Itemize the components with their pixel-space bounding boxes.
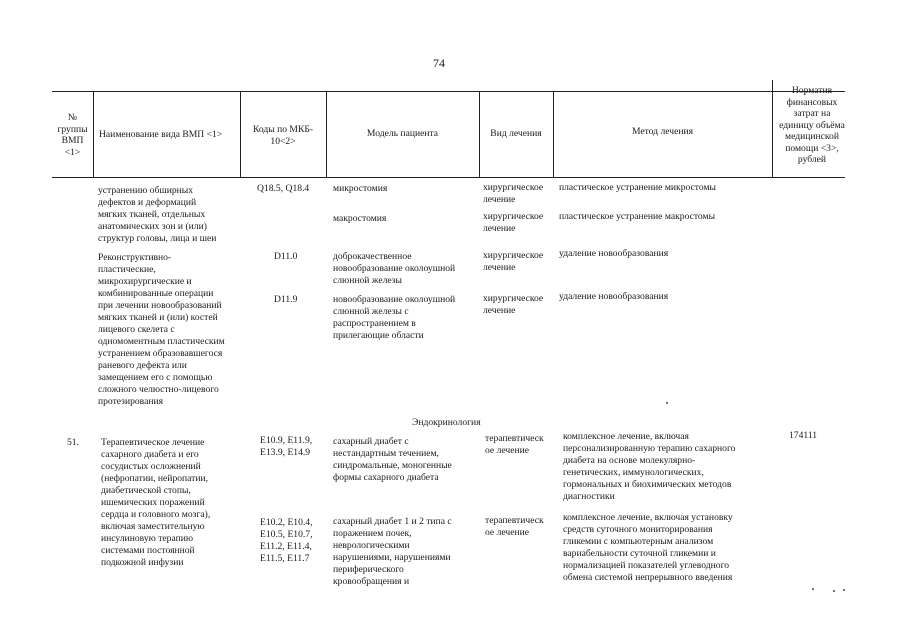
row3-norm: 174111 (789, 430, 818, 441)
row2-type-2: хирургическое лечение (483, 293, 544, 316)
row3-codes-2: E10.2, E10.4, E10.5, E10.7, E11.2, E11.4, E11.5, E11.7 (260, 517, 313, 564)
row2-name: Реконструктивно- пластические, микрохирургические и комбинированные операции при лечении новообразований мягких тканей и (или) костей лицевого скелета с одномоментным пластическим устранением образовавшегося раневого дефекта или замещением его с помощью сложного челюстно-лицевого протезирования (98, 252, 225, 407)
row1-type-2: хирургическое лечение (483, 211, 544, 234)
header-col-method: Метод лечения (631, 126, 694, 137)
row3-name: Терапевтическое лечение сахарного диабета и его сосудистых осложнений (нефропатии, нейропатии, диабетической стопы, ишемических поражений сердца и головного мозга), включая заместительную инсулиновую терапию системами постоянной подкожной инфузии (101, 437, 211, 568)
row1-type-1: хирургическое лечение (483, 182, 544, 205)
row2-method-2: удаление новообразования (559, 291, 669, 302)
row2-model-1: доброкачественное новообразование околоушной слюнной железы (333, 251, 456, 286)
row1-model-1: микростомия (333, 183, 388, 194)
page-number: 74 (433, 56, 445, 70)
row1-method-2: пластическое устранение макростомы (559, 211, 716, 222)
row3-model-1: сахарный диабет с нестандартным течением, синдромальные, моногенные формы сахарного диабета (333, 436, 452, 483)
scan-speck (833, 590, 835, 592)
table-top-border (52, 91, 845, 92)
row2-code-1: D11.0 (274, 251, 298, 262)
row2-method-1: удаление новообразования (559, 248, 669, 259)
header-bottom-border (52, 177, 845, 178)
row2-code-2: D11.9 (274, 294, 298, 305)
header-col-number: № группы ВМП <1> (57, 112, 88, 158)
row3-method-2: комплексное лечение, включая установку средств суточного мониторирования гликемии с компьютерным анализом вариабельности суточной гликемии и нормализацией показателей углеводного обмена системой непрерывного введения (563, 512, 733, 583)
row2-type-1: хирургическое лечение (483, 250, 544, 273)
row3-type-1: терапевтическ ое лечение (485, 433, 544, 456)
row1-model-2: макростомия (333, 213, 387, 224)
scan-speck (812, 588, 814, 590)
row3-type-2: терапевтическ ое лечение (485, 515, 544, 538)
header-col-codes: Коды по МКБ- 10<2> (252, 124, 314, 147)
scan-speck (843, 589, 845, 591)
header-col-norm: Норматив финансовых затрат на единицу объёма медицинской помощи <3>, рублей (779, 85, 845, 165)
row2-model-2: новообразование околоушной слюнной железы с распространением в прилегающие области (333, 294, 456, 341)
row3-method-1: комплексное лечение, включая персонализированную терапию сахарного диабета на основе молекулярно- генетических, иммунологических, гормональных и биохимических методов диагностики (563, 431, 736, 502)
row1-codes: Q18.5, Q18.4 (257, 183, 310, 194)
row1-name: устранению обширных дефектов и деформаций мягких тканей, отдельных анатомических зон и (или) структур головы, лица и шеи (98, 185, 217, 244)
col-divider-1 (93, 91, 94, 178)
row3-number: 51. (67, 437, 79, 448)
section-title: Эндокринология (412, 417, 481, 428)
row3-model-2: сахарный диабет 1 и 2 типа с поражением почек, неврологическими нарушениями, нарушениями периферического кровообращения и (333, 516, 452, 587)
header-col-treatment-type: Вид лечения (490, 128, 542, 139)
header-col-model: Модель пациента (366, 128, 439, 139)
row1-method-1: пластическое устранение микростомы (559, 182, 716, 193)
scan-speck (666, 402, 668, 404)
header-col-name: Наименование вида ВМП <1> (99, 129, 223, 140)
row3-codes-1: E10.9, E11.9, E13.9, E14.9 (260, 435, 313, 458)
